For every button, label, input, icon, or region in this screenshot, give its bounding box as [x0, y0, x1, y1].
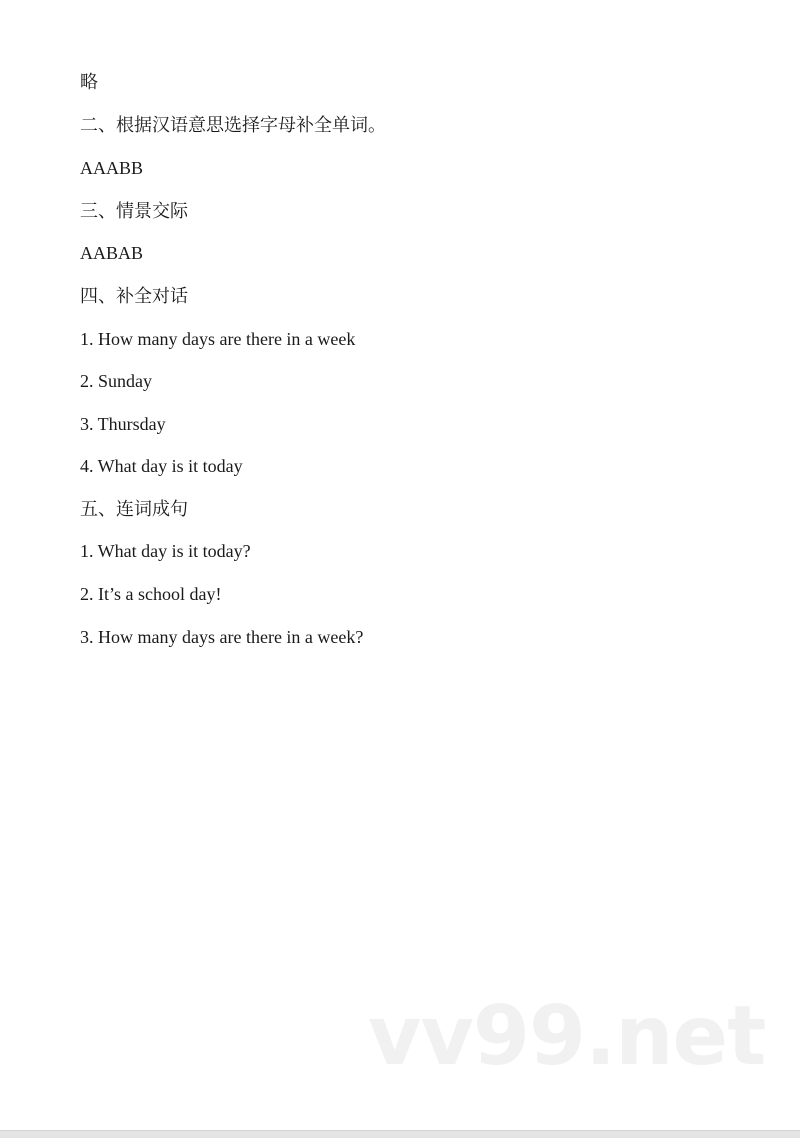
answer-line: 2. It’s a school day!	[80, 584, 222, 604]
watermark: vv99.net	[368, 989, 766, 1084]
section-heading-2: 二、根据汉语意思选择字母补全单词。	[80, 115, 386, 135]
answer-line: AABAB	[80, 243, 144, 263]
answer-line: 2. Sunday	[80, 371, 152, 391]
answer-line: 3. How many days are there in a week?	[80, 627, 364, 647]
answer-line: 1. What day is it today?	[80, 541, 251, 561]
answer-line: 3. Thursday	[80, 414, 166, 434]
answer-line: 1. How many days are there in a week	[80, 329, 356, 349]
section-heading-4: 四、补全对话	[80, 286, 188, 306]
answer-omitted: 略	[80, 72, 98, 92]
section-heading-5: 五、连词成句	[80, 499, 188, 519]
answer-line: AAABB	[80, 158, 144, 178]
answer-line: 4. What day is it today	[80, 456, 243, 476]
section-heading-3: 三、情景交际	[80, 201, 188, 221]
